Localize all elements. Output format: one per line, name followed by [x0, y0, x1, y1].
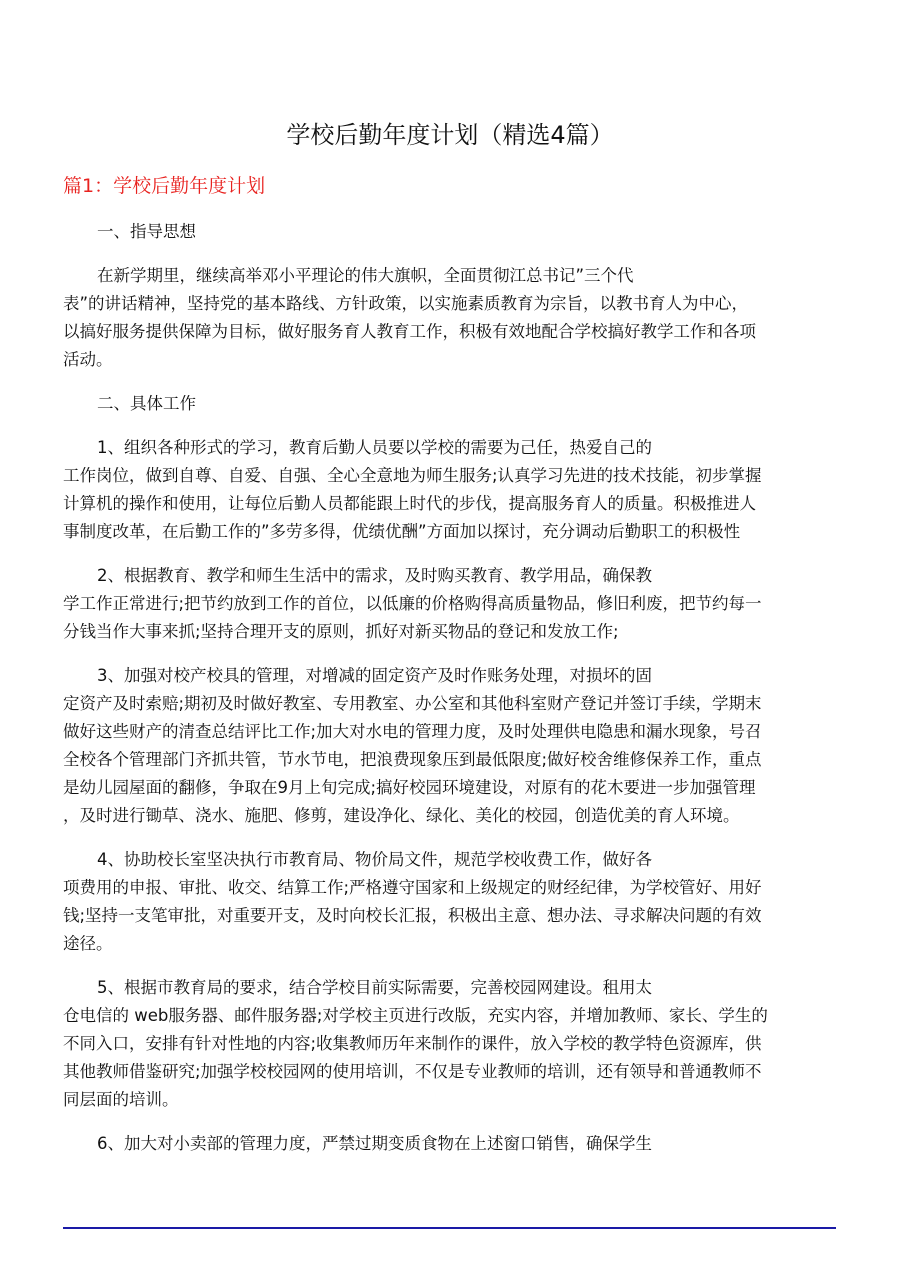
- paragraph: [63, 846, 833, 958]
- text-line: 工作岗位，做到自尊、自爱、自强、全心全意地为师生服务;认真学习先进的技术技能，初步掌握: [63, 466, 762, 485]
- text-line: 仓电信的 web服务器、邮件服务器;对学校主页进行改版，充实内容，并增加教师、家长、学生的: [63, 1006, 768, 1025]
- text-line: 学工作正常进行;把节约放到工作的首位，以低廉的价格购得高质量物品，修旧利废，把节约每一: [63, 594, 762, 613]
- paragraph: [63, 562, 833, 646]
- text-line: 分钱当作大事来抓;坚持合理开支的原则，抓好对新买物品的登记和发放工作;: [63, 622, 619, 641]
- text-line: 做好这些财产的清查总结评比工作;加大对水电的管理力度，及时处理供电隐患和漏水现象，号召: [63, 722, 762, 741]
- text-line: 其他教师借鉴研究;加强学校校园网的使用培训，不仅是专业教师的培训，还有领导和普通教师不: [63, 1062, 762, 1081]
- text-line: 以搞好服务提供保障为目标，做好服务育人教育工作，积极有效地配合学校搞好教学工作和各项: [63, 322, 756, 341]
- text-line: 途径。: [63, 934, 113, 953]
- text-line: 是幼儿园屋面的翻修，争取在9月上旬完成;搞好校园环境建设，对原有的花木要进一步加强管理: [63, 778, 756, 797]
- paragraph: [63, 262, 833, 374]
- text-line: 钱;坚持一支笔审批，对重要开支，及时向校长汇报，积极出主意、想办法、寻求解决问题的有效: [63, 906, 762, 925]
- text-line: 活动。: [63, 350, 113, 369]
- text-line: 表”的讲话精神，坚持党的基本路线、方针政策，以实施素质教育为宗旨，以教书育人为中心，: [63, 294, 749, 313]
- text-line: 2、根据教育、教学和师生生活中的需求，及时购买教育、教学用品，确保教: [97, 566, 652, 585]
- text-line: 计算机的操作和使用，让每位后勤人员都能跟上时代的步伐，提高服务育人的质量。积极推进人: [63, 494, 756, 513]
- text-line: 项费用的申报、审批、收交、结算工作;严格遵守国家和上级规定的财经纪律，为学校管好、用好: [63, 878, 762, 897]
- text-line: 在新学期里，继续高举邓小平理论的伟大旗帜，全面贯彻江总书记”三个代: [97, 266, 634, 285]
- text-line: 二、具体工作: [97, 394, 196, 413]
- paragraph: [63, 974, 833, 1114]
- text-line: 1、组织各种形式的学习，教育后勤人员要以学校的需要为己任，热爱自己的: [97, 438, 652, 457]
- text-line: 4、协助校长室坚决执行市教育局、物价局文件，规范学校收费工作，做好各: [97, 850, 652, 869]
- text-line: 事制度改革，在后勤工作的”多劳多得，优绩优酬”方面加以探讨，充分调动后勤职工的积极性: [63, 522, 741, 541]
- text-line: 同层面的培训。: [63, 1090, 179, 1109]
- text-line: 全校各个管理部门齐抓共管，节水节电，把浪费现象压到最低限度;做好校舍维修保养工作，重点: [63, 750, 762, 769]
- paragraph: [63, 390, 833, 418]
- text-line: ，及时进行锄草、浇水、施肥、修剪，建设净化、绿化、美化的校园，创造优美的育人环境。: [63, 806, 740, 825]
- text-line: 定资产及时索赔;期初及时做好教室、专用教室、办公室和其他科室财产登记并签订手续，学期末: [63, 694, 762, 713]
- text-line: 一、指导思想: [97, 222, 196, 241]
- paragraph: [63, 218, 833, 246]
- text-line: 6、加大对小卖部的管理力度，严禁过期变质食物在上述窗口销售，确保学生: [97, 1134, 652, 1153]
- paragraph: [63, 434, 833, 546]
- paragraph: [63, 662, 833, 830]
- document-body: [63, 218, 833, 1174]
- text-line: 3、加强对校产校具的管理，对增减的固定资产及时作账务处理，对损坏的固: [97, 666, 652, 685]
- text-line: 不同入口，安排有针对性地的内容;收集教师历年来制作的课件，放入学校的教学特色资源库，供: [63, 1034, 762, 1053]
- text-line: 5、根据市教育局的要求，结合学校目前实际需要，完善校园网建设。租用太: [97, 978, 652, 997]
- paragraph: [63, 1130, 833, 1158]
- section-heading: 篇1：学校后勤年度计划: [63, 175, 266, 197]
- document-title: 学校后勤年度计划（精选4篇）: [286, 121, 614, 149]
- footer-divider: [63, 1227, 836, 1229]
